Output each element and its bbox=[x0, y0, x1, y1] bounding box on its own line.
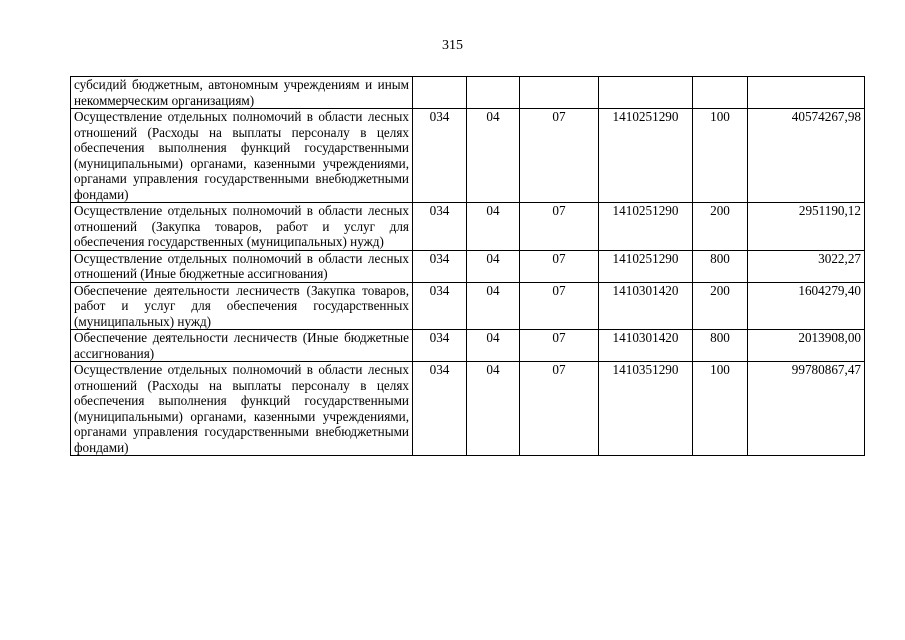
section-code: 04 bbox=[467, 330, 520, 362]
row-description: Осуществление отдельных полномочий в области лесных отношений (Расходы на выплаты персоналу в целях обеспечения выполнения функций государственными (муниципальными) органами, казенными учреждениями, органами управления государственными внебюджетными фондами) bbox=[71, 362, 413, 456]
section-code: 04 bbox=[467, 203, 520, 251]
amount: 40574267,98 bbox=[748, 109, 865, 203]
subsection-code: 07 bbox=[520, 330, 599, 362]
page-number: 315 bbox=[442, 38, 463, 53]
row-description: Обеспечение деятельности лесничеств (Иные бюджетные ассигнования) bbox=[71, 330, 413, 362]
table-row bbox=[71, 330, 865, 362]
section-code bbox=[467, 77, 520, 109]
ministry-code: 034 bbox=[413, 250, 467, 282]
table-row bbox=[71, 77, 865, 109]
row-description: субсидий бюджетным, автономным учреждениям и иным некоммерческим организациям) bbox=[71, 77, 413, 109]
subsection-code: 07 bbox=[520, 362, 599, 456]
expense-type-code: 200 bbox=[693, 203, 748, 251]
amount: 3022,27 bbox=[748, 250, 865, 282]
target-article-code: 1410351290 bbox=[599, 362, 693, 456]
section-code: 04 bbox=[467, 282, 520, 330]
table-row bbox=[71, 250, 865, 282]
ministry-code: 034 bbox=[413, 109, 467, 203]
subsection-code: 07 bbox=[520, 282, 599, 330]
amount: 2951190,12 bbox=[748, 203, 865, 251]
amount: 2013908,00 bbox=[748, 330, 865, 362]
ministry-code: 034 bbox=[413, 330, 467, 362]
ministry-code: 034 bbox=[413, 282, 467, 330]
budget-table bbox=[70, 76, 865, 456]
section-code: 04 bbox=[467, 250, 520, 282]
amount: 1604279,40 bbox=[748, 282, 865, 330]
table-row bbox=[71, 362, 865, 456]
target-article-code: 1410301420 bbox=[599, 330, 693, 362]
row-description: Осуществление отдельных полномочий в области лесных отношений (Расходы на выплаты персоналу в целях обеспечения выполнения функций государственными (муниципальными) органами, казенными учреждениями, органами управления государственными внебюджетными фондами) bbox=[71, 109, 413, 203]
table-row bbox=[71, 203, 865, 251]
target-article-code: 1410251290 bbox=[599, 203, 693, 251]
row-description: Обеспечение деятельности лесничеств (Закупка товаров, работ и услуг для обеспечения государственных (муниципальных) нужд) bbox=[71, 282, 413, 330]
expense-type-code: 100 bbox=[693, 362, 748, 456]
row-description: Осуществление отдельных полномочий в области лесных отношений (Иные бюджетные ассигнования) bbox=[71, 250, 413, 282]
expense-type-code: 100 bbox=[693, 109, 748, 203]
target-article-code bbox=[599, 77, 693, 109]
target-article-code: 1410251290 bbox=[599, 109, 693, 203]
section-code: 04 bbox=[467, 109, 520, 203]
subsection-code: 07 bbox=[520, 203, 599, 251]
amount bbox=[748, 77, 865, 109]
expense-type-code: 800 bbox=[693, 250, 748, 282]
table-row bbox=[71, 282, 865, 330]
target-article-code: 1410251290 bbox=[599, 250, 693, 282]
expense-type-code bbox=[693, 77, 748, 109]
amount: 99780867,47 bbox=[748, 362, 865, 456]
subsection-code: 07 bbox=[520, 109, 599, 203]
expense-type-code: 800 bbox=[693, 330, 748, 362]
table-row bbox=[71, 109, 865, 203]
target-article-code: 1410301420 bbox=[599, 282, 693, 330]
row-description: Осуществление отдельных полномочий в области лесных отношений (Закупка товаров, работ и услуг для обеспечения государственных (муниципальных) нужд) bbox=[71, 203, 413, 251]
section-code: 04 bbox=[467, 362, 520, 456]
ministry-code: 034 bbox=[413, 203, 467, 251]
subsection-code: 07 bbox=[520, 250, 599, 282]
subsection-code bbox=[520, 77, 599, 109]
ministry-code: 034 bbox=[413, 362, 467, 456]
ministry-code bbox=[413, 77, 467, 109]
expense-type-code: 200 bbox=[693, 282, 748, 330]
